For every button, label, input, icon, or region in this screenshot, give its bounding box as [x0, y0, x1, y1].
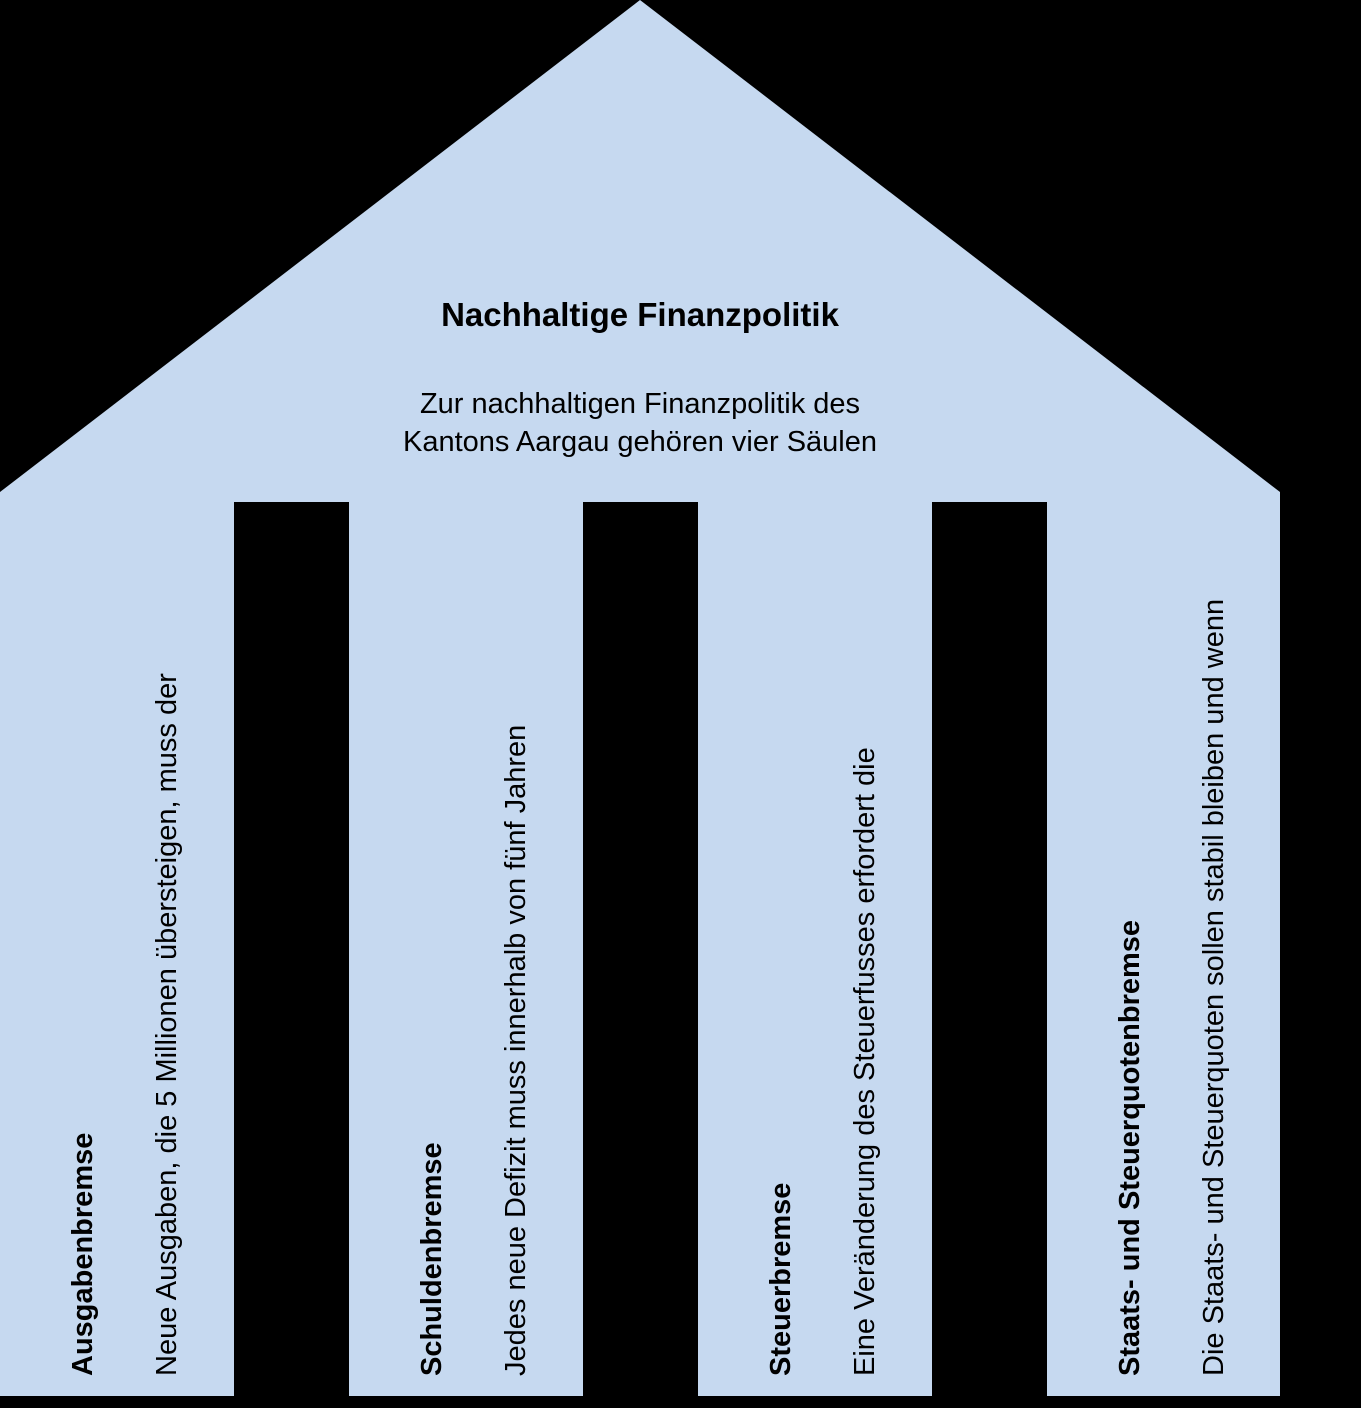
pillar-text — [369, 496, 663, 1384]
pillar-description-line-2: möglich sinken. — [1282, 1176, 1314, 1376]
pillar-description-line-1: Eine Veränderung des Steuerfusses erfordert die — [849, 747, 881, 1376]
pillar-staats-und-steuerquotenbremse — [1047, 502, 1314, 1396]
pillar-text — [718, 496, 1012, 1384]
pillar-description-line-1: Die Staats- und Steuerquoten sollen stabil bleiben und wenn — [1198, 598, 1230, 1376]
pillar-title: Staats- und Steuerquotenbremse — [1114, 919, 1146, 1376]
pillar-text — [1067, 496, 1361, 1384]
pillar-title: Ausgabenbremse — [67, 1132, 99, 1376]
pillar-ausgabenbremse — [0, 502, 267, 1396]
pillar-description-line-1: Neue Ausgaben, die 5 Millionen übersteigen, muss der — [151, 673, 183, 1376]
roof-subtitle-line-2: Kantons Aargau gehören vier Säulen — [402, 426, 877, 458]
roof-subtitle-line-1: Zur nachhaltigen Finanzpolitik des — [419, 388, 861, 420]
pillar-description-line-2: Zustimmung der Mehrheit aller Mitglieder des Grossen Rats. — [933, 600, 965, 1376]
pillar-schuldenbremse — [349, 502, 616, 1396]
pillar-description-line-1: Jedes neue Defizit muss innerhalb von fünf Jahren — [500, 724, 532, 1376]
pillar-title: Schuldenbremse — [416, 1142, 448, 1376]
pillar-steuerbremse — [698, 502, 965, 1396]
pillar-description-line-2: abgetragen werden. — [584, 1118, 616, 1376]
roof-title: Nachhaltige Finanzpolitik — [441, 296, 839, 333]
roof-subtitle — [340, 385, 940, 461]
pillar-text — [20, 496, 314, 1384]
pillar-title: Steuerbremse — [765, 1182, 797, 1376]
pillar-description-line-2: Grosse Rat mit der Mehrheit aller Mitglieder beschliessen. — [235, 631, 267, 1376]
